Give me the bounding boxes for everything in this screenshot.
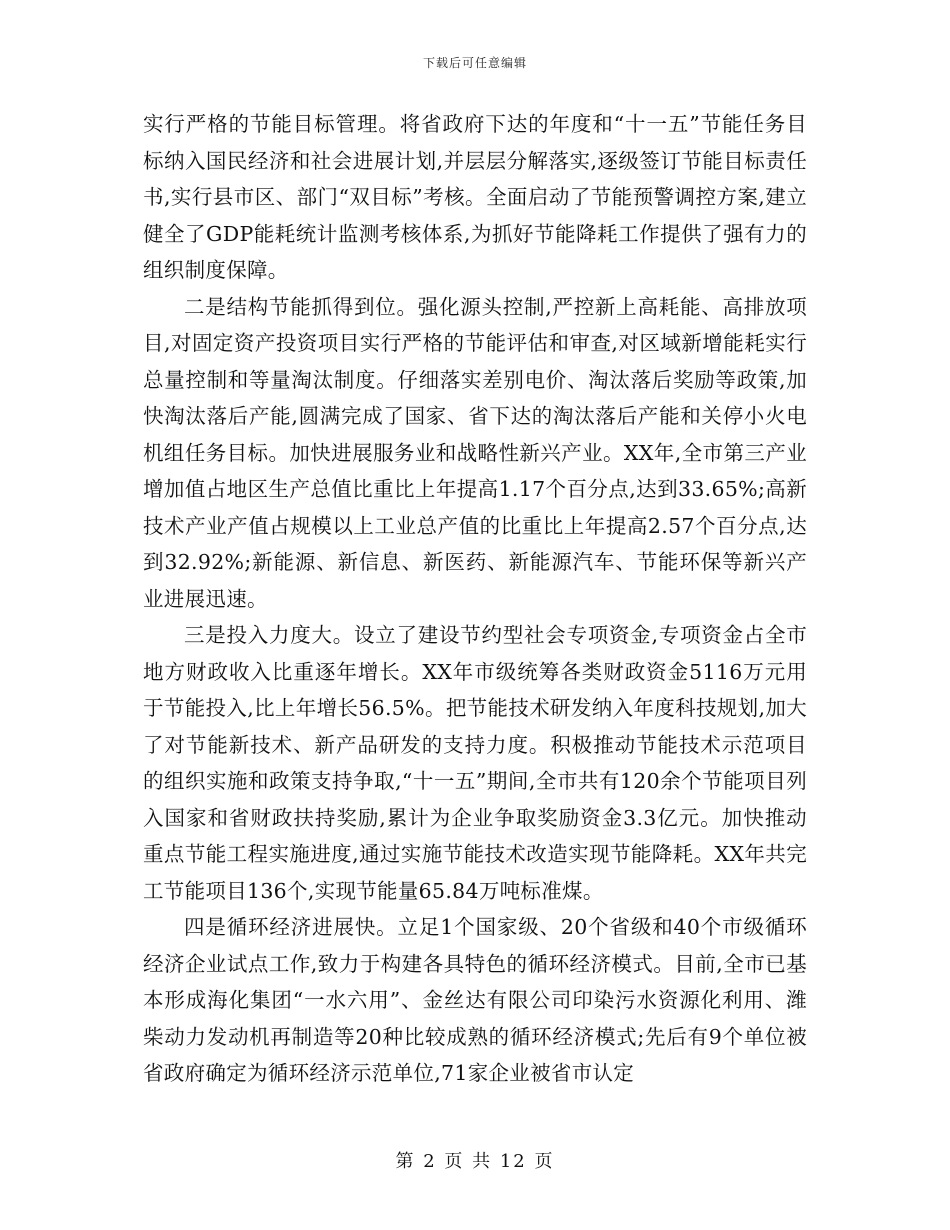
page-number: 第 2 页 共 12 页 xyxy=(395,1151,555,1172)
paragraph-1: 实行严格的节能目标管理。将省政府下达的年度和“十一五”节能任务目标纳入国民经济和社会进展计划,并层层分解落实,逐级签订节能目标责任书,实行县市区、部门“双目标”考核。全面启动了节能预警调控方案,建立健全了GDP能耗统计监测考核体系,为抓好节能降耗工作提供了强有力的组织制度保障。 xyxy=(143,112,807,282)
paragraph-2: 二是结构节能抓得到位。强化源头控制,严控新上高耗能、高排放项目,对固定资产投资项目实行严格的节能评估和审查,对区域新增能耗实行总量控制和等量淘汰制度。仔细落实差别电价、淘汰落后奖励等政策,加快淘汰落后产能,圆满完成了国家、省下达的淘汰落后产能和关停小火电机组任务目标。加快进展服务业和战略性新兴产业。XX年,全市第三产业增加值占地区生产总值比重比上年提高1.17个百分点,达到33.65%;高新技术产业产值占规模以上工业总产值的比重比上年提高2.57个百分点,达到32.92%;新能源、新信息、新医药、新能源汽车、节能环保等新兴产业进展迅速。 xyxy=(143,294,807,611)
page-header-note: 下载后可任意编辑 xyxy=(422,56,527,70)
paragraph-4: 四是循环经济进展快。立足1个国家级、20个省级和40个市级循环经济企业试点工作,致力于构建各具特色的循环经济模式。目前,全市已基本形成海化集团“一水六用”、金丝达有限公司印染污水资源化利用、潍柴动力发动机再制造等20种比较成熟的循环经济模式;先后有9个单位被省政府确定为循环经济示范单位,71家企业被省市认定 xyxy=(143,915,807,1085)
document-body xyxy=(143,106,807,1092)
paragraph-3: 三是投入力度大。设立了建设节约型社会专项资金,专项资金占全市地方财政收入比重逐年增长。XX年市级统筹各类财政资金5116万元用于节能投入,比上年增长56.5%。把节能技术研发纳入年度科技规划,加大了对节能新技术、新产品研发的支持力度。积极推动节能技术示范项目的组织实施和政策支持争取,“十一五”期间,全市共有120余个节能项目列入国家和省财政扶持奖励,累计为企业争取奖励资金3.3亿元。加快推动重点节能工程实施进度,通过实施节能技术改造实现节能降耗。XX年共完工节能项目136个,实现节能量65.84万吨标准煤。 xyxy=(143,623,807,903)
